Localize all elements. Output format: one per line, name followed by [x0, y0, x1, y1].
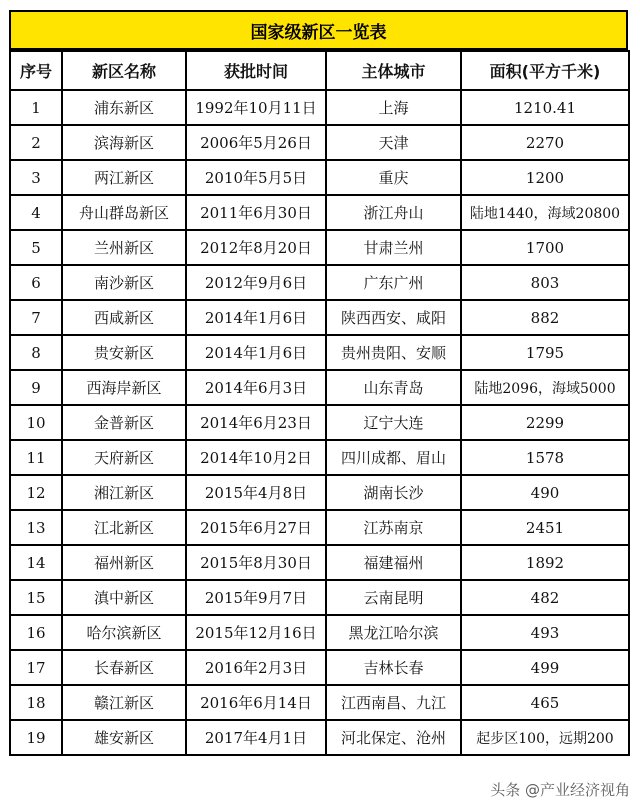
cell-main-city: 浙江舟山 [326, 195, 461, 230]
table-row [10, 685, 629, 720]
cell-main-city: 甘肃兰州 [326, 230, 461, 265]
cell-area-name: 金普新区 [62, 405, 186, 440]
cell-approval-date: 2006年5月26日 [186, 125, 326, 160]
table-row [10, 580, 629, 615]
cell-area-size: 465 [461, 685, 629, 720]
cell-area-name: 雄安新区 [62, 720, 186, 755]
cell-main-city: 江西南昌、九江 [326, 685, 461, 720]
cell-area-name: 贵安新区 [62, 335, 186, 370]
cell-approval-date: 2014年6月23日 [186, 405, 326, 440]
table-row [10, 300, 629, 335]
cell-index: 13 [10, 510, 62, 545]
table-row [10, 370, 629, 405]
cell-main-city: 山东青岛 [326, 370, 461, 405]
cell-area-name: 江北新区 [62, 510, 186, 545]
cell-index: 18 [10, 685, 62, 720]
cell-main-city: 吉林长春 [326, 650, 461, 685]
cell-approval-date: 2014年1月6日 [186, 300, 326, 335]
cell-index: 7 [10, 300, 62, 335]
table-row [10, 440, 629, 475]
cell-index: 14 [10, 545, 62, 580]
cell-approval-date: 2012年8月20日 [186, 230, 326, 265]
cell-area-name: 福州新区 [62, 545, 186, 580]
cell-area-size: 1200 [461, 160, 629, 195]
table-row [10, 195, 629, 230]
cell-area-size: 1892 [461, 545, 629, 580]
cell-area-size: 490 [461, 475, 629, 510]
cell-main-city: 辽宁大连 [326, 405, 461, 440]
table-row [10, 335, 629, 370]
cell-area-name: 两江新区 [62, 160, 186, 195]
cell-area-size: 陆地2096，海域5000 [461, 370, 629, 405]
cell-area-name: 哈尔滨新区 [62, 615, 186, 650]
table-wrapper [9, 10, 628, 756]
cell-main-city: 上海 [326, 90, 461, 125]
cell-area-name: 西海岸新区 [62, 370, 186, 405]
table-row [10, 475, 629, 510]
cell-main-city: 云南昆明 [326, 580, 461, 615]
cell-approval-date: 2015年4月8日 [186, 475, 326, 510]
table-row [10, 160, 629, 195]
cell-area-name: 浦东新区 [62, 90, 186, 125]
cell-main-city: 湖南长沙 [326, 475, 461, 510]
cell-area-size: 2299 [461, 405, 629, 440]
cell-index: 9 [10, 370, 62, 405]
table-title: 国家级新区一览表 [9, 10, 628, 50]
cell-index: 12 [10, 475, 62, 510]
cell-area-size: 陆地1440，海域20800 [461, 195, 629, 230]
cell-approval-date: 2015年9月7日 [186, 580, 326, 615]
cell-index: 16 [10, 615, 62, 650]
header-main-city: 主体城市 [326, 51, 461, 90]
header-row [10, 51, 629, 90]
cell-main-city: 四川成都、眉山 [326, 440, 461, 475]
cell-area-name: 滇中新区 [62, 580, 186, 615]
cell-area-size: 499 [461, 650, 629, 685]
header-index: 序号 [10, 51, 62, 90]
cell-approval-date: 2014年1月6日 [186, 335, 326, 370]
table-row [10, 125, 629, 160]
cell-index: 15 [10, 580, 62, 615]
cell-main-city: 河北保定、沧州 [326, 720, 461, 755]
cell-area-name: 舟山群岛新区 [62, 195, 186, 230]
cell-area-name: 西咸新区 [62, 300, 186, 335]
cell-approval-date: 2012年9月6日 [186, 265, 326, 300]
cell-area-name: 天府新区 [62, 440, 186, 475]
cell-approval-date: 2015年6月27日 [186, 510, 326, 545]
cell-index: 2 [10, 125, 62, 160]
cell-area-size: 803 [461, 265, 629, 300]
cell-area-size: 482 [461, 580, 629, 615]
table-row [10, 230, 629, 265]
cell-main-city: 陕西西安、咸阳 [326, 300, 461, 335]
cell-area-name: 兰州新区 [62, 230, 186, 265]
cell-index: 17 [10, 650, 62, 685]
cell-area-size: 493 [461, 615, 629, 650]
cell-area-name: 长春新区 [62, 650, 186, 685]
cell-area-name: 滨海新区 [62, 125, 186, 160]
table-row [10, 405, 629, 440]
cell-main-city: 黑龙江哈尔滨 [326, 615, 461, 650]
cell-main-city: 福建福州 [326, 545, 461, 580]
cell-area-size: 1210.41 [461, 90, 629, 125]
table-body [10, 90, 629, 755]
table-row [10, 510, 629, 545]
table-row [10, 265, 629, 300]
cell-area-size: 1795 [461, 335, 629, 370]
cell-area-size: 882 [461, 300, 629, 335]
cell-area-name: 湘江新区 [62, 475, 186, 510]
cell-approval-date: 2010年5月5日 [186, 160, 326, 195]
table-row [10, 615, 629, 650]
watermark: 头条 @产业经济视角 [490, 781, 630, 799]
cell-index: 3 [10, 160, 62, 195]
cell-main-city: 贵州贵阳、安顺 [326, 335, 461, 370]
header-approval-date: 获批时间 [186, 51, 326, 90]
cell-area-size: 1578 [461, 440, 629, 475]
cell-index: 4 [10, 195, 62, 230]
cell-main-city: 天津 [326, 125, 461, 160]
table-row [10, 720, 629, 755]
table-row [10, 90, 629, 125]
header-area-size: 面积(平方千米) [461, 51, 629, 90]
cell-area-size: 2270 [461, 125, 629, 160]
cell-area-size: 1700 [461, 230, 629, 265]
cell-approval-date: 2015年12月16日 [186, 615, 326, 650]
cell-approval-date: 1992年10月11日 [186, 90, 326, 125]
cell-area-name: 赣江新区 [62, 685, 186, 720]
cell-approval-date: 2016年6月14日 [186, 685, 326, 720]
cell-index: 10 [10, 405, 62, 440]
cell-approval-date: 2015年8月30日 [186, 545, 326, 580]
cell-main-city: 江苏南京 [326, 510, 461, 545]
table-row [10, 650, 629, 685]
header-area-name: 新区名称 [62, 51, 186, 90]
cell-area-name: 南沙新区 [62, 265, 186, 300]
cell-approval-date: 2016年2月3日 [186, 650, 326, 685]
cell-index: 6 [10, 265, 62, 300]
cell-index: 19 [10, 720, 62, 755]
table-row [10, 545, 629, 580]
cell-index: 11 [10, 440, 62, 475]
cell-main-city: 广东广州 [326, 265, 461, 300]
cell-index: 8 [10, 335, 62, 370]
cell-index: 1 [10, 90, 62, 125]
cell-area-size: 起步区100，远期200 [461, 720, 629, 755]
cell-approval-date: 2017年4月1日 [186, 720, 326, 755]
cell-approval-date: 2014年6月3日 [186, 370, 326, 405]
cell-main-city: 重庆 [326, 160, 461, 195]
cell-approval-date: 2014年10月2日 [186, 440, 326, 475]
cell-index: 5 [10, 230, 62, 265]
cell-area-size: 2451 [461, 510, 629, 545]
new-areas-table [9, 50, 630, 756]
cell-approval-date: 2011年6月30日 [186, 195, 326, 230]
